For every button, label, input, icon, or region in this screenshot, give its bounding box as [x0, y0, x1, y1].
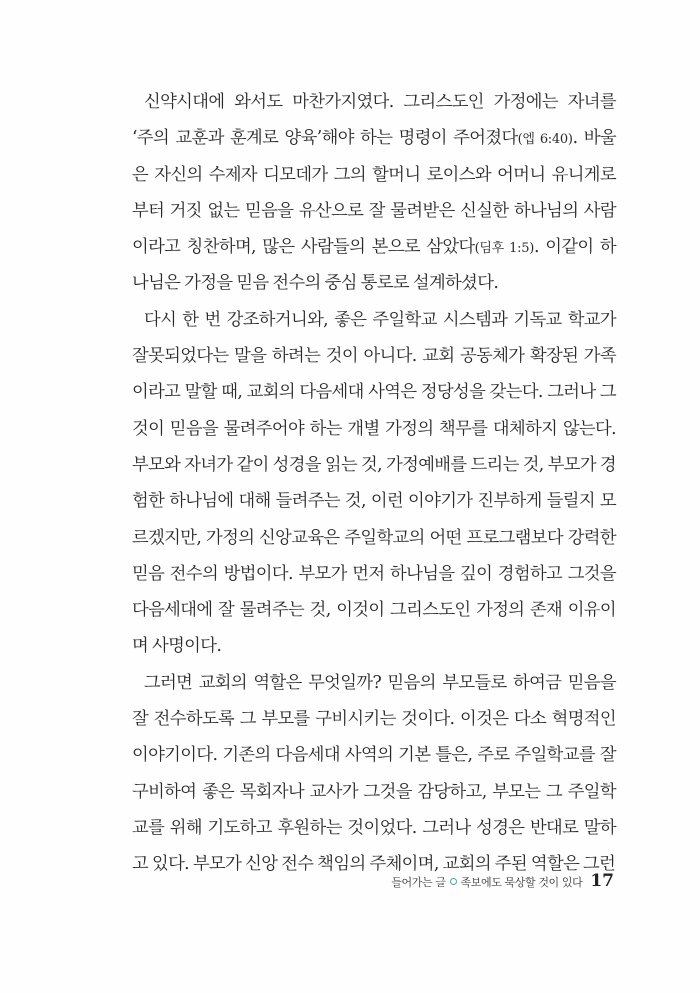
- text-run: 다음세대에 잘 물려주는 것, 이것이 그리스도인 가정의 존재 이유이: [132, 600, 616, 621]
- running-head-section: 들어가는 글: [391, 875, 446, 889]
- text-line: [132, 483, 616, 519]
- text-line: [132, 302, 616, 338]
- text-line: [132, 774, 616, 810]
- citation: (엡 6:40): [517, 132, 573, 148]
- text-line: [132, 628, 616, 664]
- text-line: [132, 265, 616, 301]
- text-run: 부모와 자녀가 같이 성경을 읽는 것, 가정예배를 드리는 것, 부모가 경: [132, 454, 616, 475]
- text-line: [132, 120, 616, 156]
- page-number: 17: [590, 871, 614, 891]
- text-line: [132, 701, 616, 737]
- text-run: 다시 한 번 강조하거니와, 좋은 주일학교 시스템과 기독교 학교가: [144, 309, 616, 330]
- paragraph: [132, 665, 616, 883]
- text-line: [132, 665, 616, 701]
- text-run: 르겠지만, 가정의 신앙교육은 주일학교의 어떤 프로그램보다 강력한: [132, 527, 616, 548]
- text-line: [132, 737, 616, 773]
- text-run: 이야기이다. 기존의 다음세대 사역의 기본 틀은, 주로 주일학교를 잘: [132, 745, 616, 766]
- text-run: 이라고 말할 때, 교회의 다음세대 사역은 정당성을 갖는다. 그러나 그: [132, 382, 616, 403]
- text-run: 은 자신의 수제자 디모데가 그의 할머니 로이스와 어머니 유니게로: [132, 164, 616, 185]
- text-run: 부터 거짓 없는 믿음을 유산으로 잘 물려받은 신실한 하나님의 사람: [132, 200, 616, 221]
- running-head-chapter: 족보에도 묵상할 것이 있다: [460, 875, 583, 889]
- text-line: [132, 520, 616, 556]
- text-run: 믿음 전수의 방법이다. 부모가 먼저 하나님을 깊이 경험하고 그것을: [132, 563, 616, 584]
- text-run: . 이같이 하: [533, 237, 616, 258]
- text-line: [132, 193, 616, 229]
- text-run: 신약시대에 와서도 마찬가지였다. 그리스도인 가정에는 자녀를: [144, 92, 616, 112]
- text-line: [132, 592, 616, 628]
- paragraph: [132, 302, 616, 665]
- citation: (딤후 1:5): [474, 241, 534, 257]
- paragraph: [132, 84, 616, 302]
- text-run: 이라고 칭찬하며, 많은 사람들의 본으로 삼았다: [132, 237, 475, 258]
- text-run: 것이 믿음을 물려주어야 하는 개별 가정의 책무를 대체하지 않는다.: [132, 418, 616, 439]
- text-run: 그러면 교회의 역할은 무엇일까? 믿음의 부모들로 하여금 믿음을: [144, 672, 616, 693]
- text-line: [132, 229, 616, 265]
- text-run: 교를 위해 기도하고 후원하는 것이었다. 그러나 성경은 반대로 말하: [132, 817, 616, 838]
- text-run: 잘 전수하도록 그 부모를 구비시키는 것이다. 이것은 다소 혁명적인: [132, 709, 616, 730]
- text-run: 고 있다. 부모가 신앙 전수 책임의 주체이며, 교회의 주된 역할은 그런: [132, 854, 616, 875]
- text-line: [132, 84, 616, 120]
- body-text: [132, 84, 616, 883]
- text-run: 험한 하나님에 대해 들려주는 것, 이런 이야기가 진부하게 들릴지 모: [132, 491, 616, 512]
- text-run: . 바울: [572, 128, 616, 149]
- text-line: [132, 157, 616, 193]
- page-footer: [391, 873, 614, 890]
- text-run: ‘주의 교훈과 훈계로 양육’해야 하는 명령이 주어졌다: [132, 128, 518, 149]
- circle-icon: [450, 878, 457, 885]
- text-run: 나님은 가정을 믿음 전수의 중심 통로로 설계하셨다.: [132, 273, 499, 294]
- text-line: [132, 556, 616, 592]
- text-line: [132, 447, 616, 483]
- text-run: 구비하여 좋은 목회자나 교사가 그것을 감당하고, 부모는 그 주일학: [132, 781, 616, 802]
- text-line: [132, 338, 616, 374]
- text-line: [132, 411, 616, 447]
- text-line: [132, 810, 616, 846]
- text-run: 잘못되었다는 말을 하려는 것이 아니다. 교회 공동체가 확장된 가족: [132, 346, 616, 367]
- text-line: [132, 374, 616, 410]
- text-run: 며 사명이다.: [132, 636, 222, 657]
